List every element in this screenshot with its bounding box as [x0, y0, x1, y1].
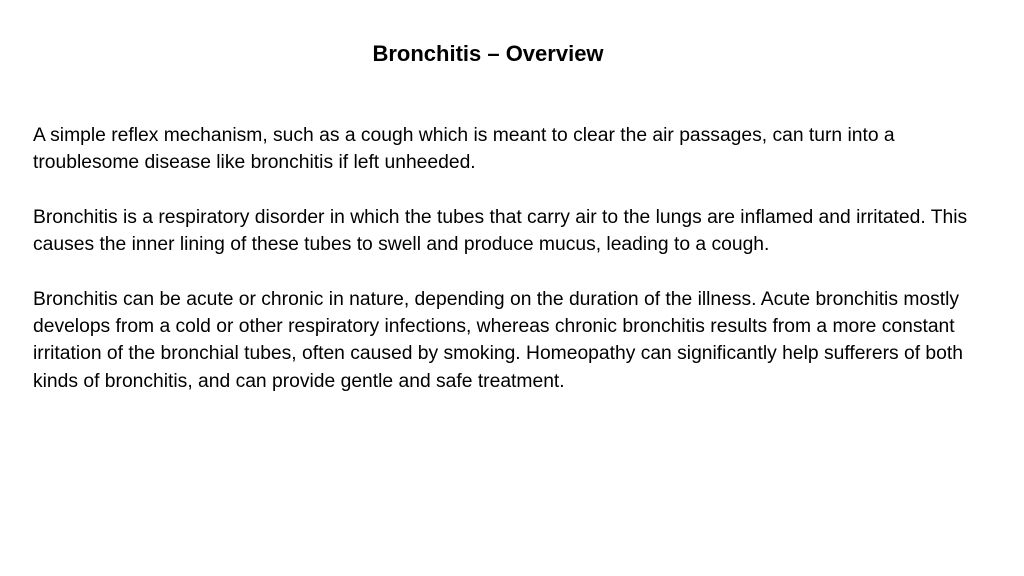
paragraph-types: Bronchitis can be acute or chronic in nature, depending on the duration of the illness. Acute bronchitis mostly develops from a cold or other respiratory infections, whereas chronic bronchitis results from a more constant irritation of the bronchial tubes, often caused by smoking. Homeopathy can significantly help sufferers of both kinds of bronchitis, and can provide gentle and safe treatment.	[33, 288, 963, 392]
slide-body	[33, 122, 995, 422]
paragraph-definition: Bronchitis is a respiratory disorder in which the tubes that carry air to the lungs are inflamed and irritated. This causes the inner lining of these tubes to swell and produce mucus, leading to a cough.	[33, 206, 968, 256]
paragraph-intro: A simple reflex mechanism, such as a cough which is meant to clear the air passages, can turn into a troublesome disease like bronchitis if left unheeded.	[33, 125, 895, 174]
slide-title: Bronchitis – Overview	[372, 41, 604, 66]
